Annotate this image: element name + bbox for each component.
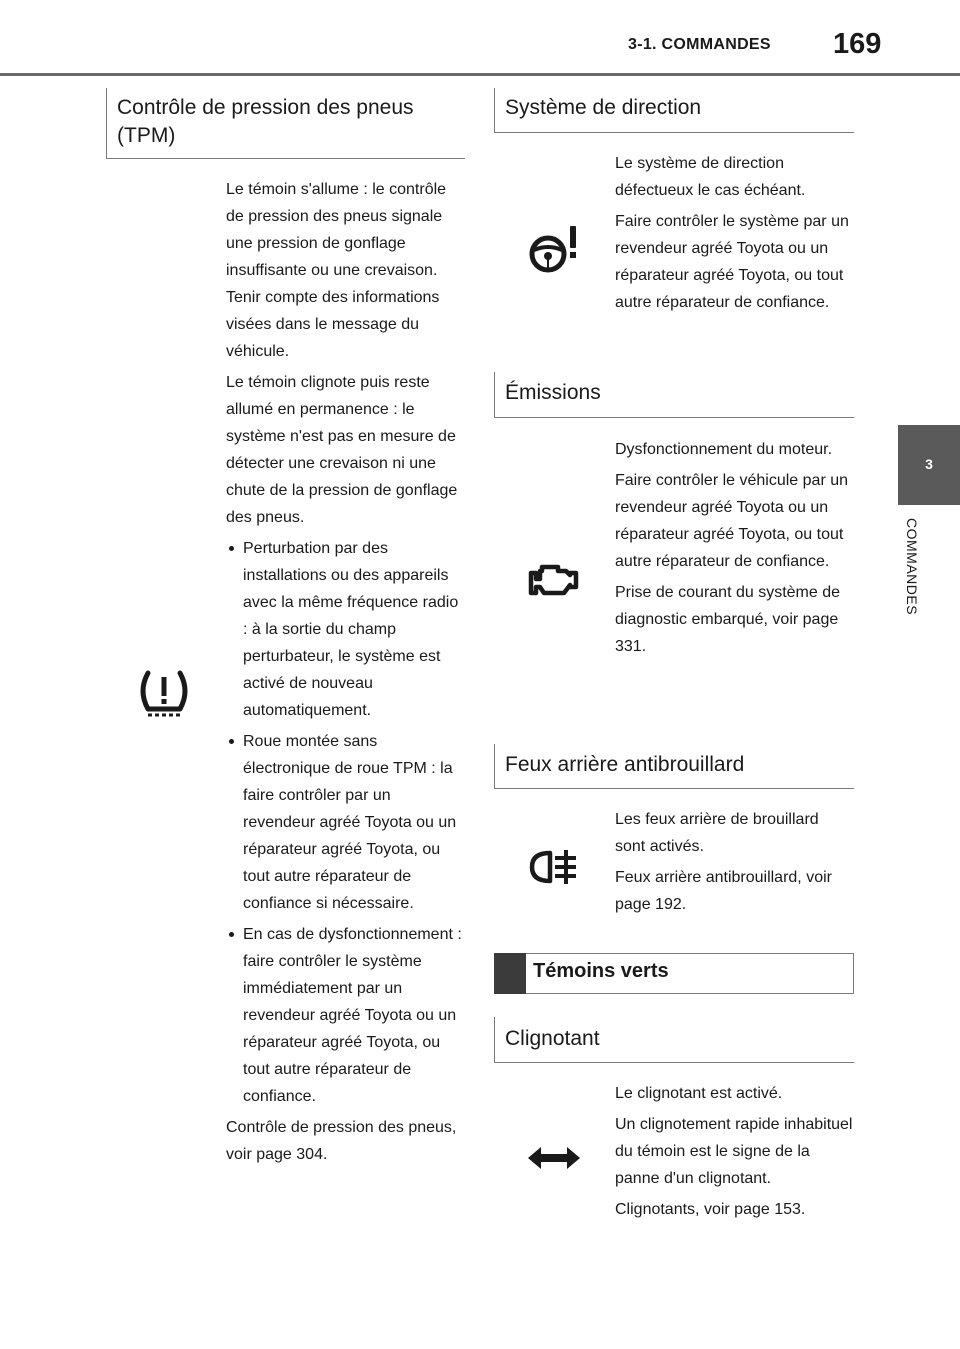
emissions-paragraph-3: Prise de courant du système de diagnostic embarqué, voir page 331. — [615, 584, 841, 655]
page-number: 169 — [833, 28, 882, 60]
turn-title: Clignotant — [505, 1027, 600, 1050]
emissions-title: Émissions — [505, 381, 601, 404]
green-indicators-marker — [494, 953, 526, 994]
fog-title: Feux arrière antibrouillard — [505, 753, 745, 776]
chapter-label: COMMANDES — [904, 518, 920, 616]
chapter-number: 3 — [925, 456, 933, 472]
turn-paragraph-2: Un clignotement rapide inhabituel du témoin est le signe de la panne d'un clignotant. — [615, 1116, 853, 1187]
fog-paragraph-2: Feux arrière antibrouillard, voir page 192. — [615, 869, 832, 913]
tpm-paragraph-2: Le témoin clignote puis reste allumé en permanence : le système n'est pas en mesure de détecter une crevaison ni une chute de la pression de gonflage des pneus. — [226, 374, 458, 526]
turn-signal-icon — [528, 1145, 580, 1171]
tire-pressure-warning-icon — [136, 669, 192, 721]
steering-title: Système de direction — [505, 96, 702, 119]
engine-check-icon — [528, 563, 580, 597]
fog-paragraph-1: Les feux arrière de brouillard sont activés. — [615, 811, 819, 855]
turn-paragraph-3: Clignotants, voir page 153. — [615, 1201, 806, 1218]
turn-body — [615, 1080, 853, 1227]
section-header: 3-1. COMMANDES — [628, 36, 771, 53]
tpm-bullet-2: Roue montée sans électronique de roue TPM : la faire contrôler par un revendeur agréé Toyota ou un réparateur agréé Toyota, ou tout autre réparateur de confiance si nécessaire. — [226, 728, 462, 917]
tpm-paragraph-1: Le témoin s'allume : le contrôle de pression des pneus signale une pression de gonflage insuffisante ou une crevaison. Tenir compte des informations visées dans le message du véhicule. — [226, 181, 447, 360]
steering-heading — [494, 88, 854, 133]
emissions-heading — [494, 372, 854, 418]
steering-body — [615, 150, 853, 320]
tpm-title: Contrôle de pression des pneus (TPM) — [117, 96, 414, 147]
fog-heading — [494, 744, 854, 789]
steering-warning-icon — [528, 224, 582, 274]
steering-paragraph-1: Le système de direction défectueux le cas échéant. — [615, 155, 806, 199]
fog-body — [615, 806, 853, 922]
tpm-bullet-3: En cas de dysfonctionnement : faire contrôler le système immédiatement par un revendeur agréé Toyota ou un réparateur agréé Toyota, ou tout autre réparateur de confiance. — [226, 921, 462, 1110]
green-indicators-title: Témoins verts — [533, 960, 669, 982]
tpm-heading — [106, 88, 465, 159]
emissions-paragraph-2: Faire contrôler le véhicule par un revendeur agréé Toyota ou un réparateur agréé Toyota, ou tout autre réparateur de confiance. — [615, 472, 849, 570]
emissions-body — [615, 436, 853, 664]
turn-paragraph-1: Le clignotant est activé. — [615, 1085, 783, 1102]
header-rule — [0, 73, 960, 76]
tpm-body — [226, 176, 462, 1172]
tpm-bullet-1: Perturbation par des installations ou des appareils avec la même fréquence radio : à la sortie du champ perturbateur, le système est activé de nouveau automatiquement. — [226, 535, 462, 724]
steering-paragraph-2: Faire contrôler le système par un revendeur agréé Toyota ou un réparateur agréé Toyota, ou tout autre réparateur de confiance. — [615, 213, 849, 311]
emissions-paragraph-1: Dysfonctionnement du moteur. — [615, 441, 833, 458]
turn-heading — [494, 1017, 854, 1063]
tpm-paragraph-3: Contrôle de pression des pneus, voir page 304. — [226, 1119, 457, 1163]
rear-fog-light-icon — [528, 848, 576, 886]
